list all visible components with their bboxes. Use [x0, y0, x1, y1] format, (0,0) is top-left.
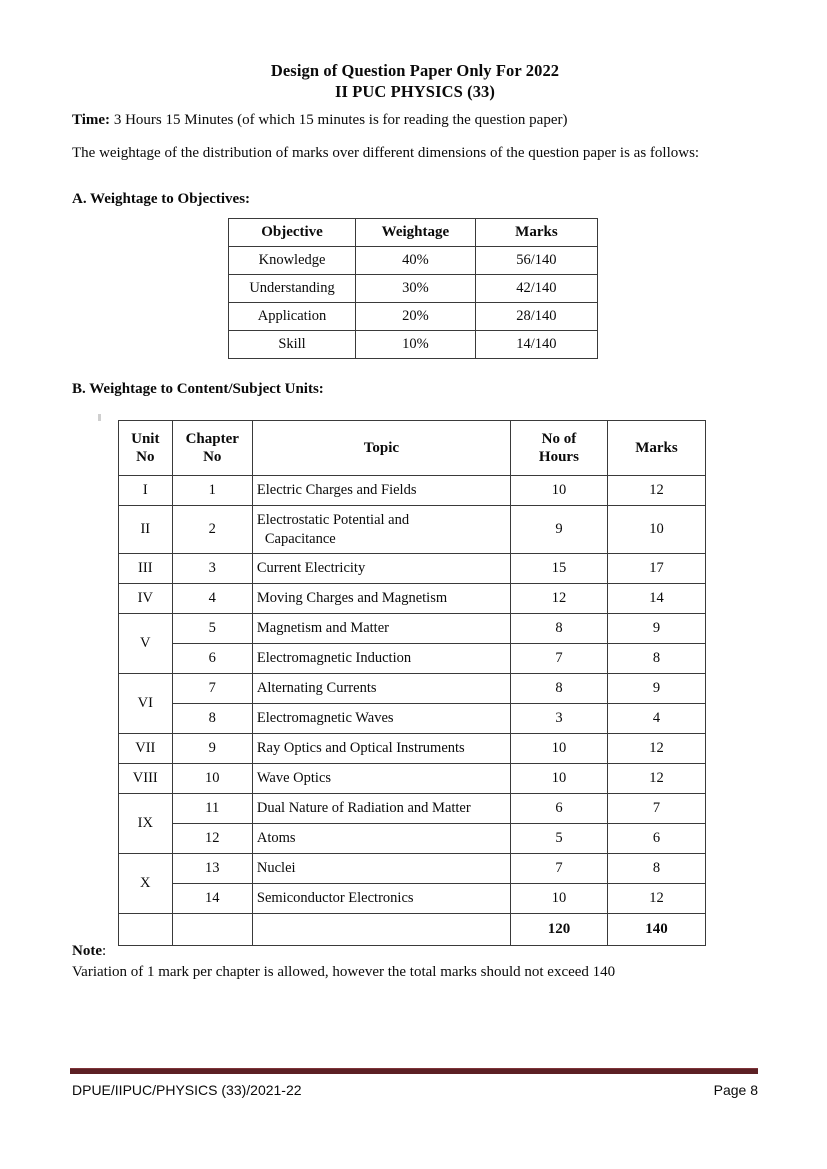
cell-chapter-no: 10: [172, 764, 252, 794]
header-hours-line-2: Hours: [538, 449, 579, 465]
cell-hours: 10: [511, 476, 608, 506]
section-a-heading: A. Weightage to Objectives:: [72, 191, 251, 207]
cell-hours: 3: [511, 704, 608, 734]
cell-marks: 17: [607, 554, 705, 584]
cell-unit-no: V: [119, 614, 173, 674]
header-marks: Marks: [607, 421, 705, 476]
title-line-1: Design of Question Paper Only For 2022: [270, 61, 560, 80]
cell-chapter-no: 4: [172, 584, 252, 614]
title-line-2: II PUC PHYSICS (33): [334, 82, 496, 101]
note-text: Variation of 1 mark per chapter is allowed, however the total marks should not exceed 140: [72, 964, 616, 980]
cell-marks: 14/140: [475, 331, 597, 359]
cell-objective: Knowledge: [229, 247, 356, 275]
table-row: [119, 884, 706, 914]
section-b-heading: B. Weightage to Content/Subject Units:: [72, 381, 324, 397]
header-topic: Topic: [252, 421, 510, 476]
cell-marks: 9: [607, 674, 705, 704]
header-unit-line-2: No: [136, 449, 155, 465]
scan-artifact: [98, 414, 101, 421]
cell-hours: 10: [511, 764, 608, 794]
cell-topic: Current Electricity: [252, 554, 510, 584]
cell-hours: 7: [511, 644, 608, 674]
cell-marks: 7: [607, 794, 705, 824]
cell-weightage: 30%: [356, 275, 476, 303]
table-row: [119, 794, 706, 824]
header-chapter-line-2: No: [203, 449, 222, 465]
cell-marks: 12: [607, 764, 705, 794]
note-block: [72, 941, 762, 983]
cell-chapter-no: 5: [172, 614, 252, 644]
cell-total-marks: 140: [607, 914, 705, 946]
table-row: [229, 275, 598, 303]
cell-hours: 12: [511, 584, 608, 614]
table-row: [119, 854, 706, 884]
cell-chapter-no: 11: [172, 794, 252, 824]
cell-hours: 5: [511, 824, 608, 854]
header-marks: Marks: [475, 219, 597, 247]
note-label: Note: [72, 943, 102, 959]
cell-topic: Semiconductor Electronics: [252, 884, 510, 914]
cell-hours: 7: [511, 854, 608, 884]
cell-chapter-no: 3: [172, 554, 252, 584]
cell-hours: 10: [511, 884, 608, 914]
time-label: Time:: [72, 112, 111, 128]
cell-marks: 14: [607, 584, 705, 614]
note-heading: [72, 941, 762, 962]
table-row: [119, 764, 706, 794]
cell-topic: Dual Nature of Radiation and Matter: [252, 794, 510, 824]
cell-unit-no: VI: [119, 674, 173, 734]
cell-hours: 6: [511, 794, 608, 824]
footer: [72, 1082, 758, 1098]
cell-topic: Wave Optics: [252, 764, 510, 794]
cell-hours: 15: [511, 554, 608, 584]
table-row: [229, 247, 598, 275]
cell-chapter-no: 14: [172, 884, 252, 914]
cell-topic-line-2: Capacitance: [264, 530, 336, 547]
cell-chapter-no: 8: [172, 704, 252, 734]
cell-hours: 9: [511, 506, 608, 554]
header-objective: Objective: [229, 219, 356, 247]
table-row: [119, 644, 706, 674]
cell-hours: 8: [511, 614, 608, 644]
cell-weightage: 10%: [356, 331, 476, 359]
cell-marks: 12: [607, 476, 705, 506]
cell-marks: 56/140: [475, 247, 597, 275]
cell-unit-no: III: [119, 554, 173, 584]
cell-hours: 8: [511, 674, 608, 704]
footer-page-number: Page 8: [713, 1082, 758, 1098]
table-header-row: [119, 421, 706, 476]
table-row: [119, 476, 706, 506]
table-row: [119, 704, 706, 734]
table-row: [119, 734, 706, 764]
header-weightage: Weightage: [356, 219, 476, 247]
cell-topic: Magnetism and Matter: [252, 614, 510, 644]
footer-divider: [70, 1068, 758, 1074]
cell-marks: 9: [607, 614, 705, 644]
cell-topic-line-1: Electrostatic Potential and: [256, 511, 410, 528]
header-unit-no: [119, 421, 173, 476]
cell-topic: Ray Optics and Optical Instruments: [252, 734, 510, 764]
cell-topic: Nuclei: [252, 854, 510, 884]
header-chapter-no: [172, 421, 252, 476]
cell-chapter-no: 13: [172, 854, 252, 884]
page-title: [70, 60, 760, 102]
table-row: [119, 674, 706, 704]
table-row: [119, 506, 706, 554]
cell-unit-no: IX: [119, 794, 173, 854]
cell-total-hours: 120: [511, 914, 608, 946]
header-no-of-hours: [511, 421, 608, 476]
table-row: [119, 584, 706, 614]
cell-chapter-no: 7: [172, 674, 252, 704]
cell-marks: 4: [607, 704, 705, 734]
table-header-row: [229, 219, 598, 247]
cell-weightage: 40%: [356, 247, 476, 275]
cell-chapter-no: 9: [172, 734, 252, 764]
cell-topic: Atoms: [252, 824, 510, 854]
cell-chapter-no: 12: [172, 824, 252, 854]
cell-objective: Application: [229, 303, 356, 331]
cell-marks: 12: [607, 734, 705, 764]
table-row: [119, 824, 706, 854]
cell-topic: [252, 506, 510, 554]
cell-marks: 8: [607, 644, 705, 674]
cell-topic: Electric Charges and Fields: [252, 476, 510, 506]
header-chapter-line-1: Chapter: [185, 431, 239, 447]
cell-marks: 28/140: [475, 303, 597, 331]
cell-objective: Understanding: [229, 275, 356, 303]
cell-objective: Skill: [229, 331, 356, 359]
cell-unit-no: VIII: [119, 764, 173, 794]
cell-marks: 8: [607, 854, 705, 884]
cell-hours: 10: [511, 734, 608, 764]
time-line: [72, 110, 762, 130]
cell-unit-no: I: [119, 476, 173, 506]
cell-chapter-no: 6: [172, 644, 252, 674]
table-row: [229, 303, 598, 331]
cell-topic: Alternating Currents: [252, 674, 510, 704]
cell-marks: 6: [607, 824, 705, 854]
footer-document-code: DPUE/IIPUC/PHYSICS (33)/2021-22: [72, 1082, 302, 1098]
cell-unit-no: VII: [119, 734, 173, 764]
intro-paragraph: The weightage of the distribution of marks over different dimensions of the question paper is as follows:: [72, 145, 700, 161]
cell-marks: 42/140: [475, 275, 597, 303]
header-hours-line-1: No of: [541, 431, 577, 447]
cell-chapter-no: 1: [172, 476, 252, 506]
note-label-suffix: :: [102, 943, 107, 959]
cell-topic: Electromagnetic Waves: [252, 704, 510, 734]
table-row: [119, 554, 706, 584]
header-unit-line-1: Unit: [131, 431, 160, 447]
cell-marks: 10: [607, 506, 705, 554]
cell-topic: Moving Charges and Magnetism: [252, 584, 510, 614]
objectives-table: [228, 218, 598, 359]
cell-unit-no: X: [119, 854, 173, 914]
table-row: [229, 331, 598, 359]
time-value: 3 Hours 15 Minutes (of which 15 minutes is for reading the question paper): [110, 112, 568, 128]
cell-chapter-no: 2: [172, 506, 252, 554]
cell-topic: Electromagnetic Induction: [252, 644, 510, 674]
cell-weightage: 20%: [356, 303, 476, 331]
table-row: [119, 614, 706, 644]
cell-marks: 12: [607, 884, 705, 914]
cell-unit-no: II: [119, 506, 173, 554]
cell-unit-no: IV: [119, 584, 173, 614]
content-units-table: [118, 420, 706, 946]
